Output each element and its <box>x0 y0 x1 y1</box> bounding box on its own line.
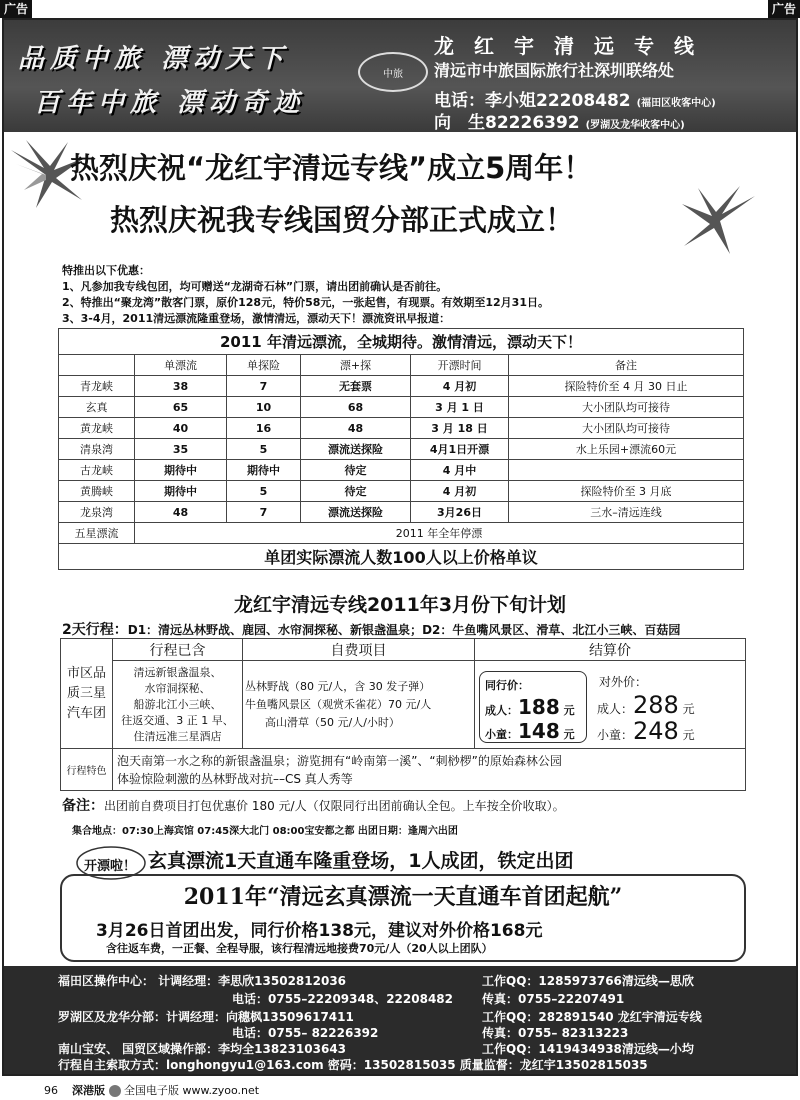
slogan-1: 品质中旅 漂动天下 <box>18 44 290 74</box>
phone-2: 向 生82226392 (罗湖及龙华收客中心) <box>434 113 685 133</box>
rafting-banner: 2011 年清远漂流，全城期待。激情清远，漂动天下！ <box>59 329 744 355</box>
company-title: 龙红宇清远专线 <box>434 34 714 58</box>
first-trip-includes: 含往返车费，一正餐、全程导服，该行程清远地接费70元/人（20人以上团队） <box>106 942 493 955</box>
table-row: 青龙峡 38 7 无套票 4 月初 探险特价至 4 月 30 日止 <box>59 376 744 397</box>
company-subtitle: 清远市中旅国际旅行社深圳联络处 <box>434 61 675 80</box>
first-trip-box <box>60 874 746 962</box>
optional-list: 丛林野战（80 元/人，含 30 发子弹） 牛鱼嘴风景区（观赏禾雀花）70 元/人 高山滑草（50 元/人/小时） <box>243 661 475 749</box>
first-trip-title: 2011年“清远玄真漂流一天直通车首团起航” <box>183 884 623 910</box>
xuanzhen-headline: 玄真漂流1天直通车隆重登场，1人成团，铁定出团 <box>148 850 574 872</box>
header-banner <box>4 20 796 132</box>
bus-logo-icon <box>358 52 428 92</box>
contact-footer: 福田区操作中心： 计调经理：李思欣13502812036 工作QQ：1285973766清远线—思欣 电话：0755–22209348、22208482 传真：0755–22207491 罗湖区及龙华分部：计调经理：向穗枫13509617411 工作QQ：282891540 龙红宇清远专线 电话：0755– 82226392 传真：0755– 82313223 南山宝安、 国贸区域操作部：李均全13823103643 工作QQ：1419434938清远线—小均 行程自主索取方式：longhongyu1@163.com 密码：13502815035 质量监督：龙红宇13502815035 <box>4 966 796 1074</box>
table-row: 清泉湾 35 5 漂流送探险 4月1日开漂 水上乐园+漂流60元 <box>59 439 744 460</box>
plan-table: 市区品质三星汽车团 行程已含 自费项目 结算价 清远新银盏温泉、 水帘洞探秘、 船游北江小三峡、 往返交通、3 正 1 早、 住清远准三星酒店 丛林野战（80 元/人，含 30 发子弹） 牛鱼嘴风景区（观赏禾雀花）70 元/人 高山滑草（50 元/人/小时） 同行价： 成人：188 元 小童：148 元 对外价： 成人：288 元 小童：248 元 行程特色 泡天南第一水之称的新银盏温泉；游览拥有“岭南第一溪”、“刺桫椤”的原始森林公园 体验惊险刺激的丛林野战对抗––CS 真人秀等 <box>60 638 746 791</box>
rafting-footer: 单团实际漂流人数100人以上价格单议 <box>59 544 744 570</box>
site-logo-icon <box>109 1085 121 1097</box>
starburst-right-icon <box>680 186 760 256</box>
plan-row-label: 市区品质三星汽车团 <box>61 639 113 749</box>
table-row: 五星漂流 2011 年全年停漂 <box>59 523 744 544</box>
table-row: 玄真 65 10 68 3 月 1 日 大小团队均可接待 <box>59 397 744 418</box>
offers-title: 特推出以下优惠： <box>62 264 150 277</box>
price-cell: 同行价： 成人：188 元 小童：148 元 对外价： 成人：288 元 小童：248 元 <box>475 661 746 749</box>
itinerary: 2天行程：D1：清远丛林野战、鹿园、水帘洞探秘、新银盏温泉；D2：牛鱼嘴风景区、滑草、北江小三峡、百菇园 <box>62 622 681 638</box>
offer-1: 1、凡参加我专线包团，均可赠送“龙湖奇石林”门票，请出团前确认是否前往。 <box>62 280 448 293</box>
offer-3: 3、3-4月，2011清远漂流隆重登场，激情清远，漂动天下！漂流资讯早报道： <box>62 312 451 325</box>
table-row: 古龙峡 期待中 期待中 待定 4 月中 <box>59 460 744 481</box>
page-footer <box>44 1082 259 1098</box>
table-row: 黄腾峡 期待中 5 待定 4 月初 探险特价至 3 月底 <box>59 481 744 502</box>
headline-anniversary: 热烈庆祝“龙红宇清远专线”成立5周年！ <box>70 151 593 185</box>
table-row: 黄龙峡 40 16 48 3 月 18 日 大小团队均可接待 <box>59 418 744 439</box>
slogan-2: 百年中旅 漂动奇迹 <box>34 88 306 118</box>
kaipiao-text: 开漂啦！ <box>84 859 137 874</box>
plan-title: 龙红宇清远专线2011年3月份下旬计划 <box>233 594 567 616</box>
phone-1: 电话：李小姐22208482 (福田区收客中心) <box>434 91 716 111</box>
page-number: 96 <box>44 1084 58 1097</box>
rafting-table: 2011 年清远漂流，全城期待。激情清远，漂动天下！ 单漂流 单探险 漂+探 开漂时间 备注 青龙峡 38 7 无套票 4 月初 探险特价至 4 月 30 日止 玄真 65 10 68 3 月 1 日 大小团队均可接待 黄龙峡 40 16 48 3 月 18 日 大小团队均可接待 清泉湾 35 5 漂流送探险 4月1日开漂 水上乐园+漂流60元 古龙峡 期待中 期待中 待定 4 月中 黄腾峡 期待中 5 待定 4 月初 探险特价至 3 月底 龙泉湾 48 7 漂流送探险 3月26日 三水–清远连线 五星漂流 2011 年全年停漂 单团实际漂流人数100人以上价格单议 <box>58 328 744 570</box>
ad-label-right: 广告 <box>768 0 800 18</box>
edition: 深港版 <box>72 1084 105 1097</box>
included-list: 清远新银盏温泉、 水帘洞探秘、 船游北江小三峡、 往返交通、3 正 1 早、 住清远准三星酒店 <box>113 661 243 749</box>
logo-text: 中旅 <box>383 68 403 80</box>
meeting-info: 集合地点：07:30上海宾馆 07:45深大北门 08:00宝安都之都 出团日期：逢周六出团 <box>72 826 458 837</box>
first-trip-price: 3月26日首团出发，同行价格138元，建议对外价格168元 <box>96 921 543 941</box>
site-url[interactable]: 全国电子版 www.zyoo.net <box>124 1084 260 1097</box>
plan-note: 备注：出团前自费项目打包优惠价 180 元/人（仅限同行出团前确认全包。上车按全价收取）。 <box>62 798 565 814</box>
headline-branch: 热烈庆祝我专线国贸分部正式成立！ <box>110 203 575 237</box>
features: 泡天南第一水之称的新银盏温泉；游览拥有“岭南第一溪”、“刺桫椤”的原始森林公园 体验惊险刺激的丛林野战对抗––CS 真人秀等 <box>113 749 746 791</box>
offer-2: 2、特推出“聚龙湾”散客门票，原价128元，特价58元，一张起售，有现票。有效期至12月31日。 <box>62 296 549 309</box>
table-row: 龙泉湾 48 7 漂流送探险 3月26日 三水–清远连线 <box>59 502 744 523</box>
ad-label-left: 广告 <box>0 0 32 18</box>
